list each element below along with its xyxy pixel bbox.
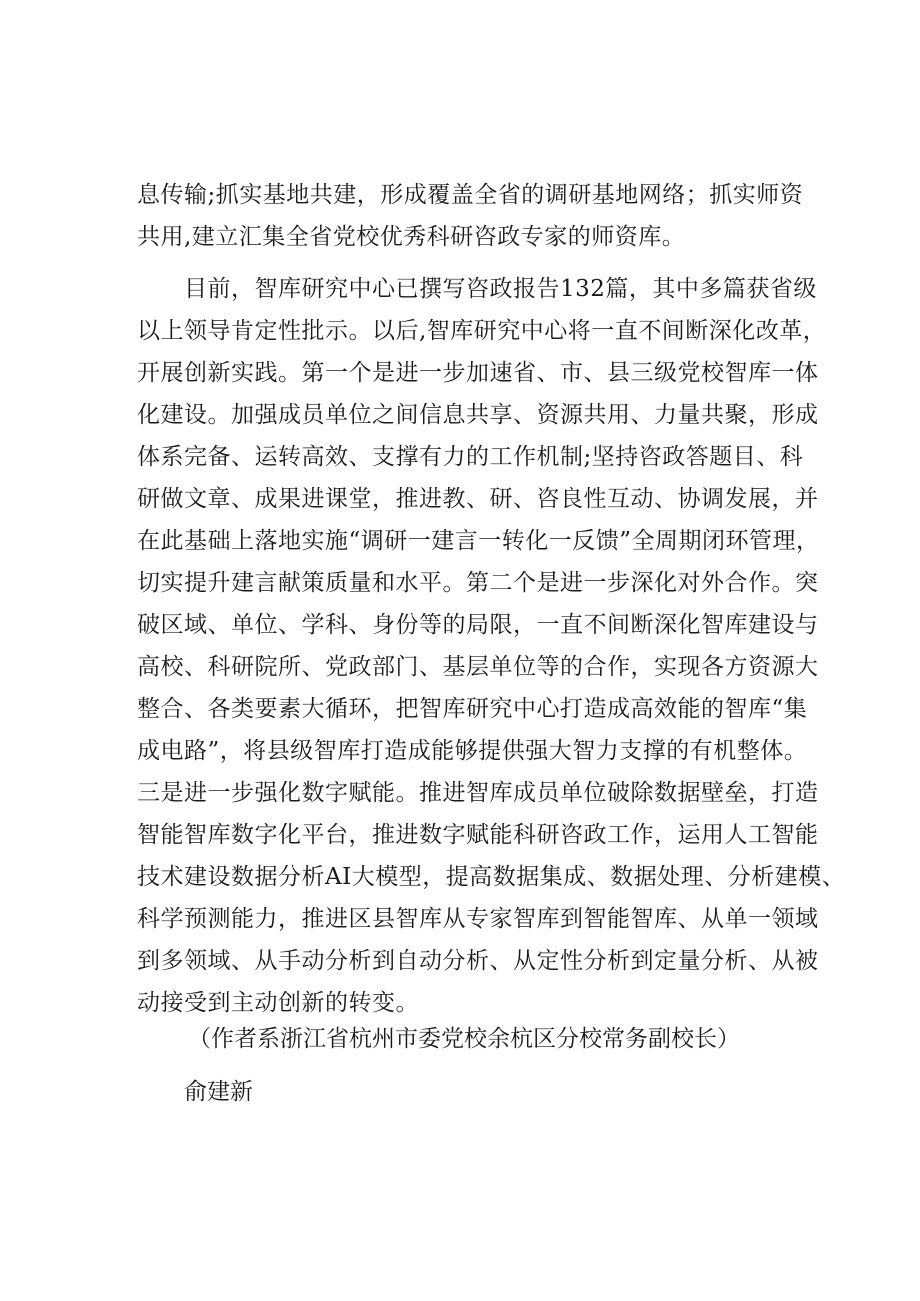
text-line: 智能智库数字化平台，推进数字赋能科研咨政工作，运用人工智能 (137, 822, 819, 848)
author-name: 俞建新 (184, 1079, 253, 1105)
text-line: 成电路”，将县级智库打造成能够提供强大智力支撑的有机整体。 (137, 738, 808, 764)
text-line: 开展创新实践。第一个是进一步加速省、市、县三级党校智库一体 (137, 360, 819, 386)
text-line: 共用,建立汇集全省党校优秀科研咨政专家的师资库。 (137, 224, 686, 250)
text-line: 体系完备、运转高效、支撑有力的工作机制;坚持咨政答题目、科 (137, 444, 804, 470)
text-line: 动接受到主动创新的转变。 (137, 990, 419, 1016)
text-line: 研做文章、成果进课堂，推进教、研、咨良性互动、协调发展，并 (137, 486, 819, 512)
text-line: 以上领导肯定性批示。以后,智库研究中心将一直不间断深化改革， (137, 318, 827, 344)
author-note: （作者系浙江省杭州市委党校余杭区分校常务副校长） (188, 1026, 740, 1052)
text-line: 高校、科研院所、党政部门、基层单位等的合作，实现各方资源大 (137, 654, 819, 680)
text-line: 科学预测能力，推进区县智库从专家智库到智能智库、从单一领域 (137, 906, 819, 932)
text-line: 息传输;抓实基地共建，形成覆盖全省的调研基地网络；抓实师资 (137, 182, 804, 208)
text-line: 在此基础上落地实施“调研一建言一转化一反馈”全周期闭环管理， (137, 528, 820, 554)
text-line: 整合、各类要素大循环，把智库研究中心打造成高效能的智库“集 (137, 696, 808, 722)
text-line: 破区域、单位、学科、身份等的局限，一直不间断深化智库建设与 (137, 612, 819, 638)
text-line: 目前，智库研究中心已撰写咨政报告132篇，其中多篇获省级 (137, 276, 817, 302)
text-line: 化建设。加强成员单位之间信息共享、资源共用、力量共聚，形成 (137, 402, 819, 428)
text-line: 到多领域、从手动分析到自动分析、从定性分析到定量分析、从被 (137, 948, 819, 974)
text-line: 切实提升建言献策质量和水平。第二个是进一步深化对外合作。突 (137, 570, 819, 596)
text-line: 技术建设数据分析AI大模型，提高数据集成、数据处理、分析建模、 (137, 864, 846, 890)
text-line: 三是进一步强化数字赋能。推进智库成员单位破除数据壁垒，打造 (137, 780, 819, 806)
